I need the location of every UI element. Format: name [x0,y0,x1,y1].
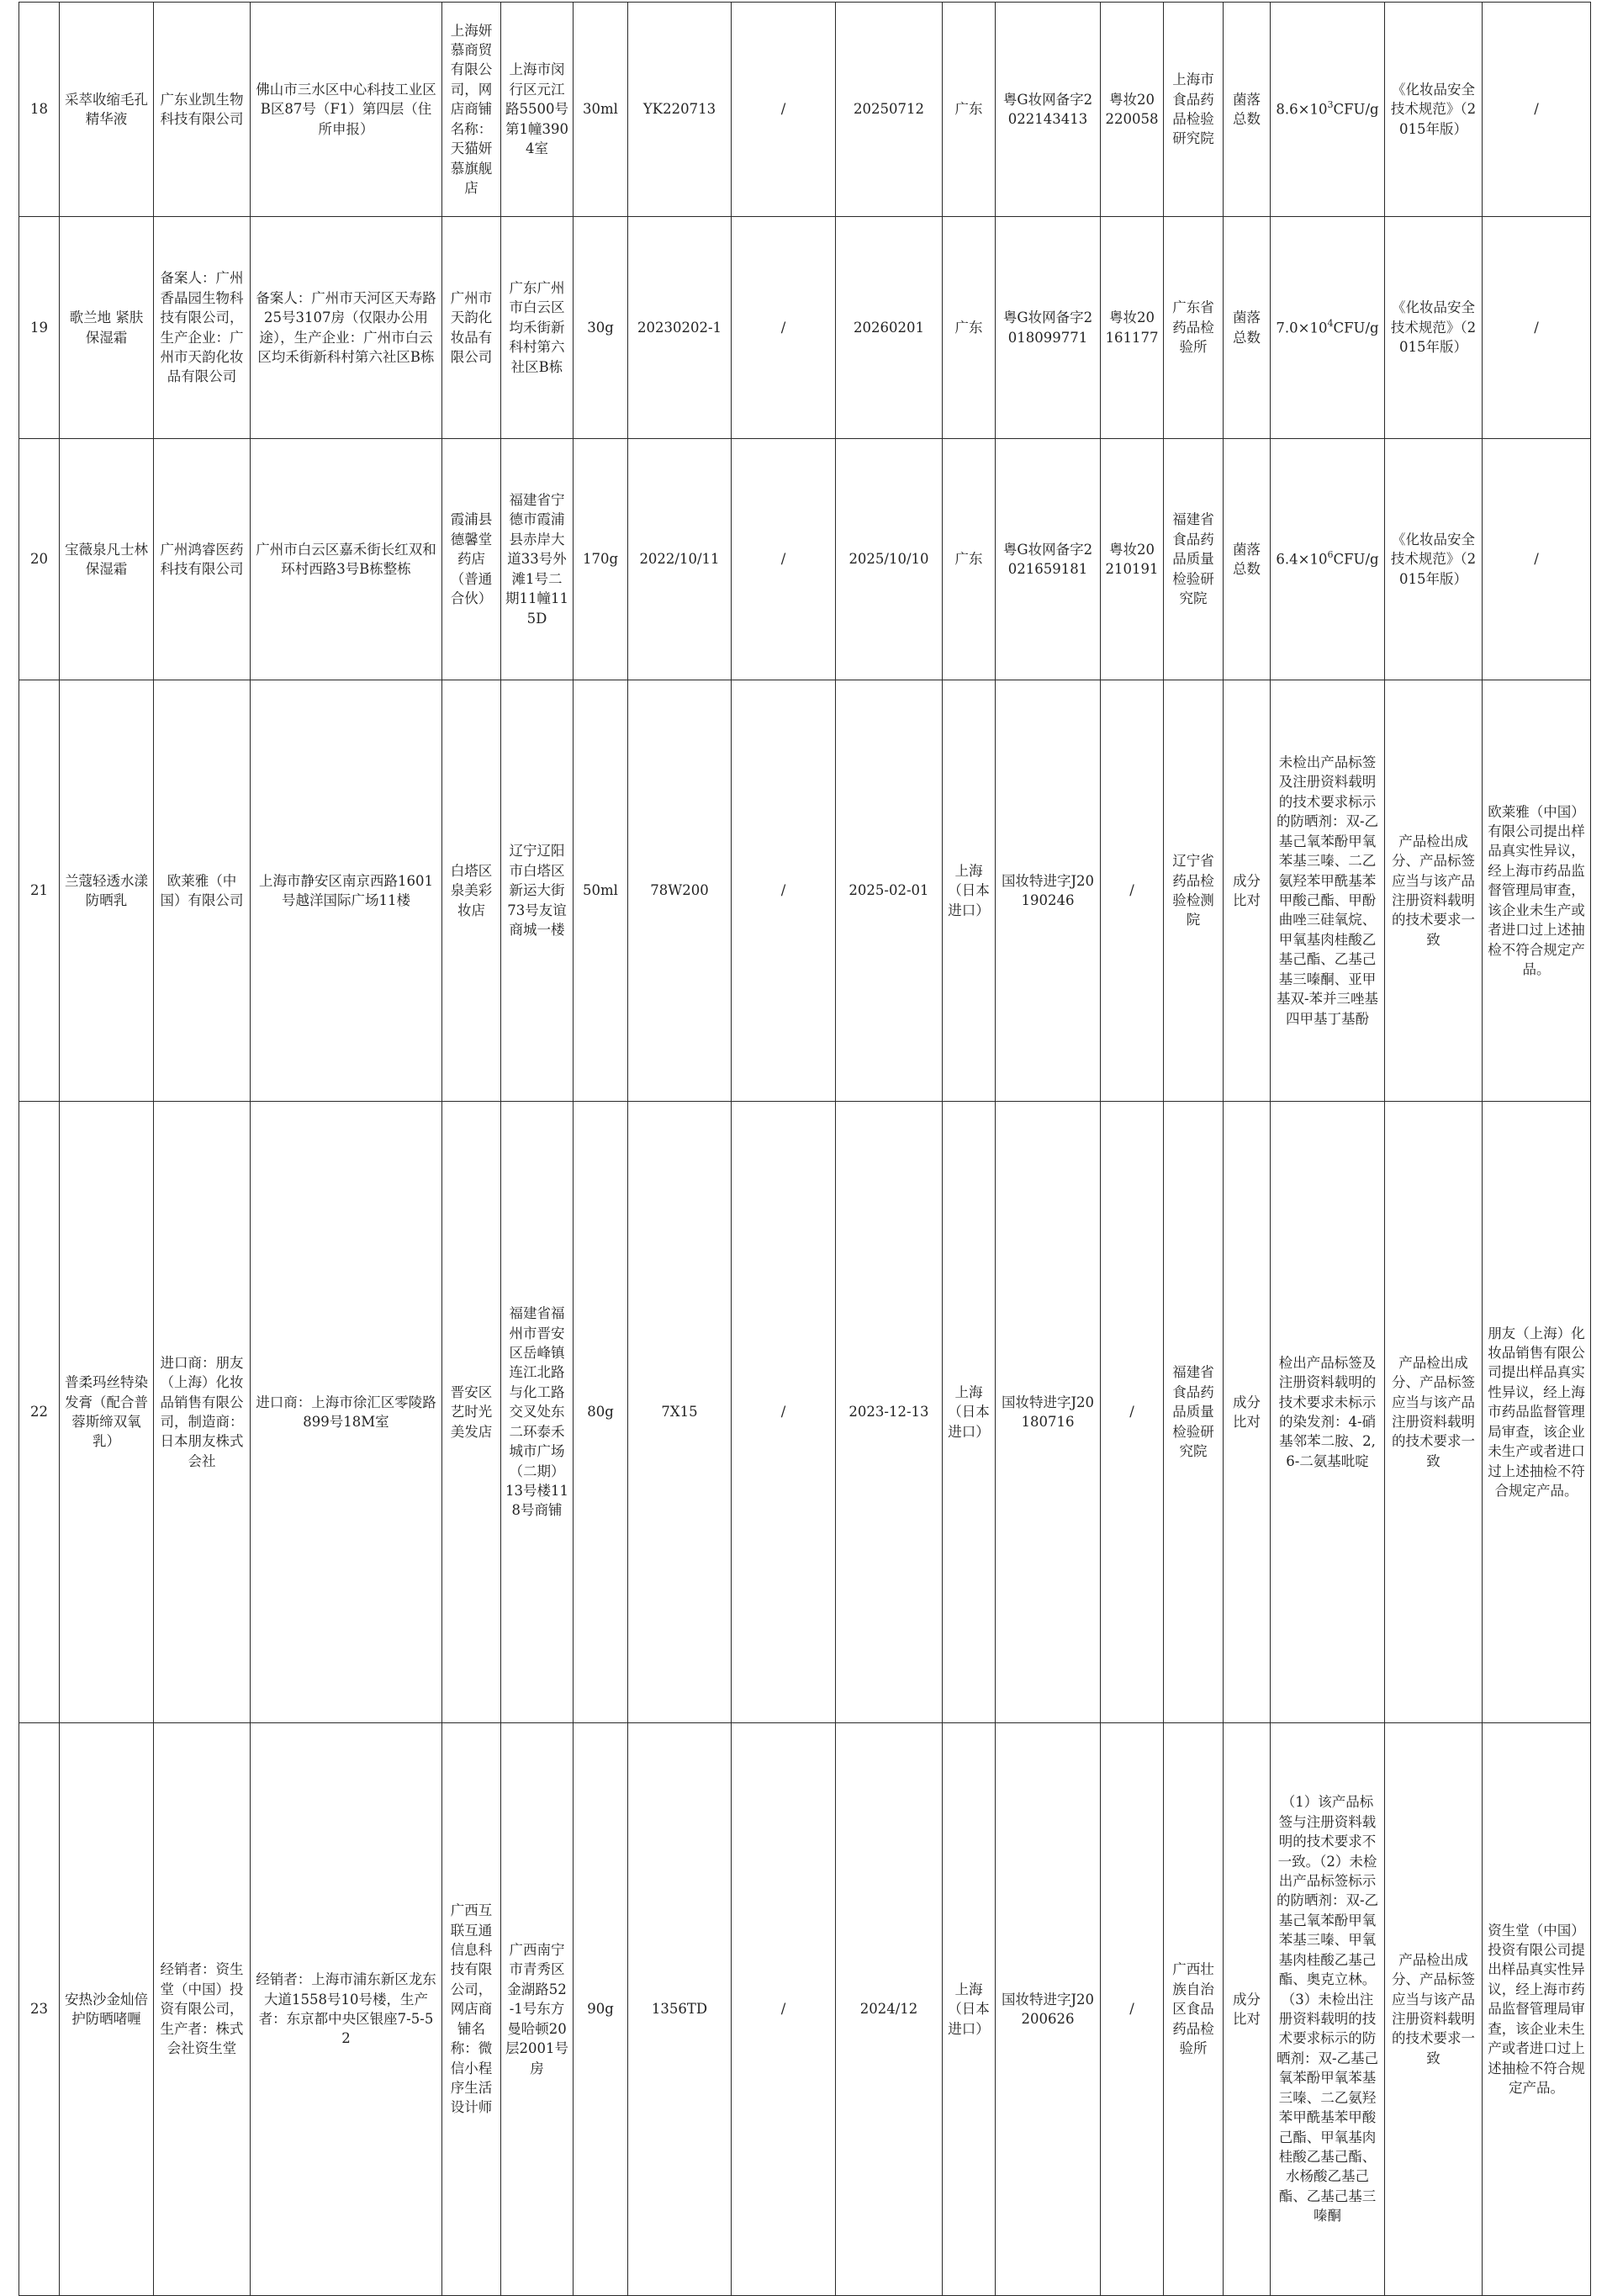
cell-col9: / [732,439,836,680]
cell-seller: 霞浦县德馨堂药店（普通合伙） [442,439,501,680]
cell-spec: 30g [574,217,628,439]
cell-registrant: 备案人：广州香晶园生物科技有限公司，生产企业：广州市天韵化妆品有限公司 [154,217,251,439]
cell-license: 粤妆20220058 [1101,3,1164,217]
cell-registrant: 欧莱雅（中国）有限公司 [154,680,251,1102]
cell-registrant-address: 上海市静安区南京西路1601号越洋国际广场11楼 [251,680,442,1102]
cell-spec: 90g [574,1723,628,2296]
cell-seller: 广西互联互通信息科技有限公司，网店商铺名称：微信小程序生活设计师 [442,1723,501,2296]
cell-origin: 上海（日本进口） [943,1102,996,1723]
cell-batch: 20230202-1 [628,217,732,439]
cell-spec: 170g [574,439,628,680]
cell-license: 粤妆20161177 [1101,217,1164,439]
table-row [19,439,1591,680]
inspection-results-table [19,2,1591,2296]
cell-spec: 30ml [574,3,628,217]
cell-filing: 粤G妆网备字2021659181 [996,439,1101,680]
cell-no: 19 [19,217,60,439]
cell-registrant-address: 经销者：上海市浦东新区龙东大道1558号10号楼，生产者：东京都中央区银座7-5-52 [251,1723,442,2296]
cell-product: 普柔玛丝特染发膏（配合普蓉斯缔双氧乳） [60,1102,154,1723]
cell-registrant: 进口商：朋友（上海）化妆品销售有限公司，制造商：日本朋友株式会社 [154,1102,251,1723]
cell-filing: 国妆特进字J20190246 [996,680,1101,1102]
result-exponent: 6 [1327,549,1334,561]
cell-item: 成分比对 [1224,1102,1271,1723]
result-exponent: 4 [1327,317,1334,329]
cell-standard: 《化妆品安全技术规范》（2015年版） [1385,3,1483,217]
cell-no: 23 [19,1723,60,2296]
cell-result [1271,217,1385,439]
cell-origin: 上海（日本进口） [943,1723,996,2296]
result-unit: CFU/g [1333,551,1379,568]
cell-license: 粤妆20210191 [1101,439,1164,680]
cell-batch: 78W200 [628,680,732,1102]
cell-product: 兰蔻轻透水漾防晒乳 [60,680,154,1102]
cell-seller: 白塔区泉美彩妆店 [442,680,501,1102]
cell-no: 22 [19,1102,60,1723]
cell-item: 成分比对 [1224,680,1271,1102]
result-unit: CFU/g [1333,320,1379,336]
cell-license: / [1101,680,1164,1102]
cell-seller: 广州市天韵化妆品有限公司 [442,217,501,439]
cell-standard: 《化妆品安全技术规范》（2015年版） [1385,439,1483,680]
cell-seller-address: 广西南宁市青秀区金湖路52-1号东方曼哈顿20层2001号房 [501,1723,574,2296]
cell-result: 未检出产品标签及注册资料载明的技术要求标示的防晒剂：双-乙基己氧苯酚甲氧苯基三嗪、二乙氨羟苯甲酰基苯甲酸己酯、甲酚曲唑三硅氧烷、甲氧基肉桂酸乙基己酯、乙基己基三嗪酮、亚甲基双-苯并三唑基四甲基丁基酚 [1271,680,1385,1102]
cell-registrant: 广州鸿睿医药科技有限公司 [154,439,251,680]
cell-spec: 80g [574,1102,628,1723]
cell-batch: 7X15 [628,1102,732,1723]
cell-remark: 资生堂（中国）投资有限公司提出样品真实性异议，经上海市药品监督管理局审查，该企业未生产或者进口过上述抽检不符合规定产品。 [1483,1723,1591,2296]
table-row [19,217,1591,439]
cell-result: （1）该产品标签与注册资料载明的技术要求不一致。（2）未检出产品标签标示的防晒剂：双-乙基己氧苯酚甲氧苯基三嗪、甲氧基肉桂酸乙基己酯、奥克立林。（3）未检出注册资料载明的技术要求标示的防晒剂：双-乙基己氧苯酚甲氧苯基三嗪、二乙氨羟苯甲酰基苯甲酸己酯、甲氧基肉桂酸乙基己酯、水杨酸乙基己酯、乙基己基三嗪酮 [1271,1723,1385,2296]
cell-expiry: 2023-12-13 [836,1102,943,1723]
cell-product: 采萃收缩毛孔精华液 [60,3,154,217]
result-exponent: 3 [1327,99,1334,111]
cell-filing: 粤G妆网备字2022143413 [996,3,1101,217]
cell-item: 成分比对 [1224,1723,1271,2296]
cell-lab: 辽宁省药品检验检测院 [1164,680,1224,1102]
cell-item: 菌落总数 [1224,217,1271,439]
cell-license: / [1101,1723,1164,2296]
cell-registrant: 经销者：资生堂（中国）投资有限公司，生产者：株式会社资生堂 [154,1723,251,2296]
cell-no: 20 [19,439,60,680]
cell-standard: 产品检出成分、产品标签应当与该产品注册资料载明的技术要求一致 [1385,1723,1483,2296]
cell-expiry: 2025/10/10 [836,439,943,680]
cell-filing: 国妆特进字J20180716 [996,1102,1101,1723]
cell-registrant-address: 广州市白云区嘉禾街长红双和环村西路3号B栋整栋 [251,439,442,680]
cell-expiry: 2025-02-01 [836,680,943,1102]
cell-origin: 上海（日本进口） [943,680,996,1102]
cell-result [1271,3,1385,217]
result-unit: CFU/g [1333,101,1379,118]
cell-batch: 2022/10/11 [628,439,732,680]
table-row [19,680,1591,1102]
table-row [19,3,1591,217]
document-page [19,2,1590,2296]
cell-remark: / [1483,439,1591,680]
cell-seller: 晋安区艺时光美发店 [442,1102,501,1723]
result-base: 8.6×10 [1276,101,1328,118]
cell-lab: 上海市食品药品检验研究院 [1164,3,1224,217]
cell-seller-address: 福建省福州市晋安区岳峰镇连江北路与化工路交叉处东二环泰禾城市广场（二期）13号楼118号商铺 [501,1102,574,1723]
cell-origin: 广东 [943,3,996,217]
cell-seller-address: 福建省宁德市霞浦县赤岸大道33号外滩1号二期11幢115D [501,439,574,680]
cell-registrant-address: 备案人：广州市天河区天寿路25号3107房（仅限办公用途），生产企业：广州市白云区均禾街新科村第六社区B栋 [251,217,442,439]
cell-seller-address: 广东广州市白云区均禾街新科村第六社区B栋 [501,217,574,439]
table-row [19,1723,1591,2296]
cell-lab: 广西壮族自治区食品药品检验所 [1164,1723,1224,2296]
cell-standard: 产品检出成分、产品标签应当与该产品注册资料载明的技术要求一致 [1385,680,1483,1102]
cell-col9: / [732,1102,836,1723]
cell-batch: 1356TD [628,1723,732,2296]
cell-spec: 50ml [574,680,628,1102]
cell-license: / [1101,1102,1164,1723]
cell-item: 菌落总数 [1224,3,1271,217]
cell-filing: 国妆特进字J20200626 [996,1723,1101,2296]
cell-expiry: 20250712 [836,3,943,217]
cell-seller-address: 上海市闵行区元江路5500号第1幢3904室 [501,3,574,217]
result-base: 7.0×10 [1276,320,1328,336]
cell-lab: 福建省食品药品质量检验研究院 [1164,439,1224,680]
cell-seller: 上海妍慕商贸有限公司，网店商铺名称：天猫妍慕旗舰店 [442,3,501,217]
cell-seller-address: 辽宁辽阳市白塔区新运大街73号友谊商城一楼 [501,680,574,1102]
cell-remark: 朋友（上海）化妆品销售有限公司提出样品真实性异议，经上海市药品监督管理局审查，该企业未生产或者进口过上述抽检不符合规定产品。 [1483,1102,1591,1723]
table-row [19,1102,1591,1723]
cell-product: 歌兰地 紧肤保湿霜 [60,217,154,439]
result-base: 6.4×10 [1276,551,1328,568]
cell-col9: / [732,217,836,439]
cell-origin: 广东 [943,439,996,680]
cell-registrant-address: 进口商：上海市徐汇区零陵路899号18M室 [251,1102,442,1723]
cell-col9: / [732,1723,836,2296]
cell-lab: 广东省药品检验所 [1164,217,1224,439]
cell-col9: / [732,3,836,217]
cell-result: 检出产品标签及注册资料载明的技术要求未标示的染发剂：4-硝基邻苯二胺、2,6-二氨基吡啶 [1271,1102,1385,1723]
cell-col9: / [732,680,836,1102]
cell-batch: YK220713 [628,3,732,217]
cell-expiry: 20260201 [836,217,943,439]
cell-origin: 广东 [943,217,996,439]
cell-product: 安热沙金灿倍护防晒啫喱 [60,1723,154,2296]
cell-item: 菌落总数 [1224,439,1271,680]
cell-registrant-address: 佛山市三水区中心科技工业区B区87号（F1）第四层（住所申报） [251,3,442,217]
cell-filing: 粤G妆网备字2018099771 [996,217,1101,439]
cell-remark: 欧莱雅（中国）有限公司提出样品真实性异议，经上海市药品监督管理局审查，该企业未生产或者进口过上述抽检不符合规定产品。 [1483,680,1591,1102]
cell-expiry: 2024/12 [836,1723,943,2296]
cell-no: 21 [19,680,60,1102]
cell-result [1271,439,1385,680]
cell-remark: / [1483,3,1591,217]
cell-standard: 产品检出成分、产品标签应当与该产品注册资料载明的技术要求一致 [1385,1102,1483,1723]
cell-remark: / [1483,217,1591,439]
cell-standard: 《化妆品安全技术规范》（2015年版） [1385,217,1483,439]
cell-no: 18 [19,3,60,217]
cell-lab: 福建省食品药品质量检验研究院 [1164,1102,1224,1723]
cell-product: 宝薇泉凡士林保湿霜 [60,439,154,680]
cell-registrant: 广东业凯生物科技有限公司 [154,3,251,217]
